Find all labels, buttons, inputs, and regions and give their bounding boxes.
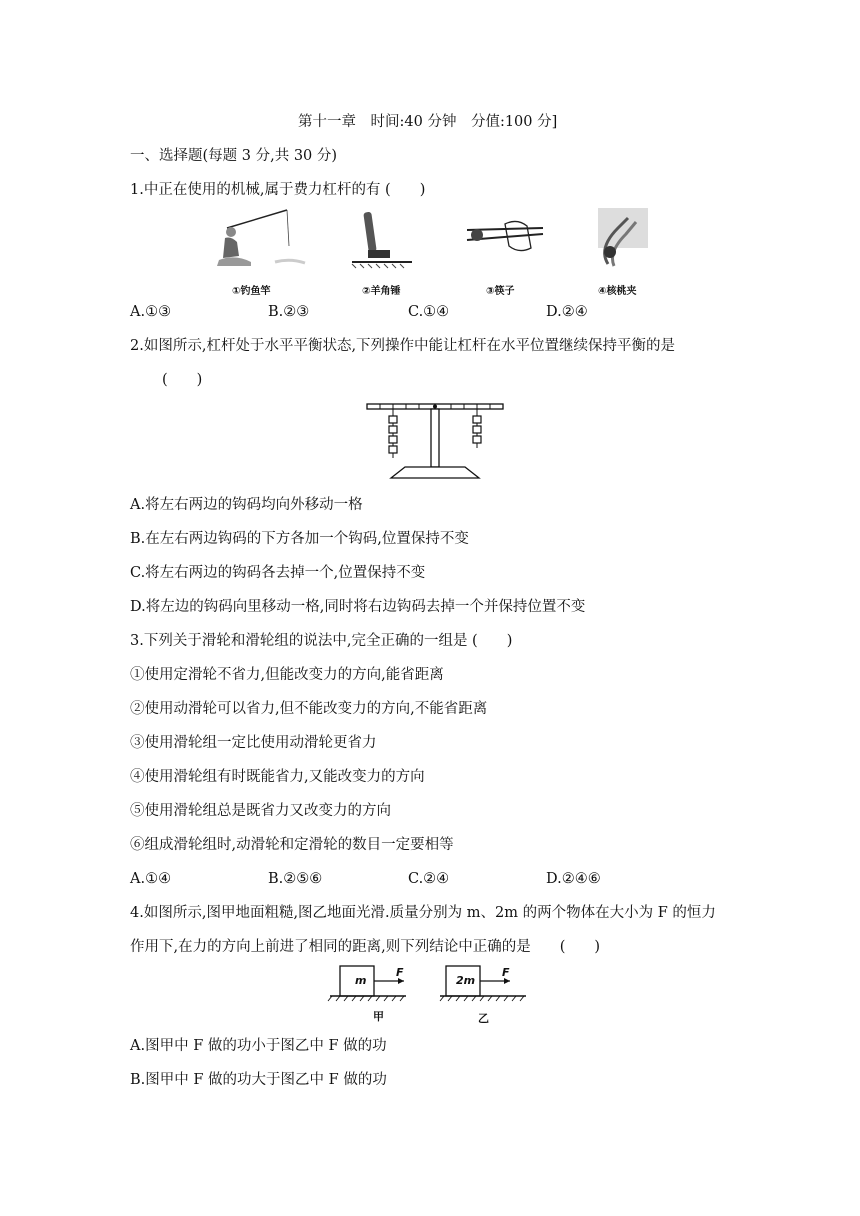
q3-statement-2: ②使用动滑轮可以省力,但不能改变力的方向,不能省距离	[130, 701, 488, 717]
q3-statement-5: ⑤使用滑轮组总是既省力又改变力的方向	[130, 803, 391, 819]
q1-claw-hammer-figure	[352, 208, 412, 268]
q1-fishing-rod-figure	[215, 208, 305, 268]
q1-caption-2: ②羊角锤	[362, 286, 401, 297]
q3-option-c[interactable]: C.②④	[408, 871, 450, 887]
q4-figure-label-yi: 乙	[478, 1012, 489, 1025]
q4-figure-label-jia: 甲	[373, 1010, 384, 1023]
q2-option-c[interactable]: C.将左右两边的钩码各去掉一个,位置保持不变	[130, 565, 426, 581]
q3-option-d[interactable]: D.②④⑥	[546, 871, 601, 887]
q3-stem: 3.下列关于滑轮和滑轮组的说法中,完全正确的一组是 ( )	[130, 633, 513, 649]
q1-caption-1: ①钓鱼竿	[232, 286, 271, 297]
q2-option-d[interactable]: D.将左边的钩码向里移动一格,同时将右边钩码去掉一个并保持位置不变	[130, 599, 586, 615]
q1-option-d[interactable]: D.②④	[546, 304, 588, 320]
q4-stem-line2: 作用下,在力的方向上前进了相同的距离,则下列结论中正确的是 ( )	[130, 939, 601, 955]
fisherman-head-icon	[226, 227, 236, 237]
q2-option-b[interactable]: B.在左右两边钩码的下方各加一个钩码,位置保持不变	[130, 531, 469, 547]
q4-mass-label-m: m	[355, 974, 367, 987]
q3-option-a[interactable]: A.①④	[130, 871, 172, 887]
q1-option-c[interactable]: C.①④	[408, 304, 450, 320]
q2-lever-figure	[365, 398, 505, 484]
q4-option-a[interactable]: A.图甲中 F 做的功小于图乙中 F 做的功	[130, 1038, 387, 1054]
q3-statement-6: ⑥组成滑轮组时,动滑轮和定滑轮的数目一定要相等	[130, 837, 454, 853]
q3-statement-3: ③使用滑轮组一定比使用动滑轮更省力	[130, 735, 377, 751]
q4-force-label-right: F	[502, 966, 510, 979]
section-title: 一、选择题(每题 3 分,共 30 分)	[130, 148, 338, 164]
q4-stem-line1: 4.如图所示,图甲地面粗糙,图乙地面光滑.质量分别为 m、2m 的两个物体在大小为 F 的恒力	[130, 905, 716, 921]
q3-statement-1: ①使用定滑轮不省力,但能改变力的方向,能省距离	[130, 667, 444, 683]
q2-answer-paren: ( )	[162, 372, 203, 388]
q4-force-label-left: F	[396, 966, 404, 979]
q2-stem: 2.如图所示,杠杆处于水平平衡状态,下列操作中能让杠杆在水平位置继续保持平衡的是	[130, 338, 676, 354]
q1-caption-3: ③筷子	[486, 286, 515, 297]
q4-option-b[interactable]: B.图甲中 F 做的功大于图乙中 F 做的功	[130, 1072, 387, 1088]
q2-option-a[interactable]: A.将左右两边的钩码均向外移动一格	[130, 497, 363, 513]
q1-option-b[interactable]: B.②③	[268, 304, 310, 320]
q3-option-b[interactable]: B.②⑤⑥	[268, 871, 323, 887]
q1-nutcracker-figure	[588, 208, 648, 268]
q1-stem: 1.中正在使用的机械,属于费力杠杆的有 ( )	[130, 182, 426, 198]
page-header: 第十一章 时间:40 分钟 分值:100 分]	[298, 114, 558, 130]
q1-chopsticks-figure	[465, 218, 545, 263]
q1-caption-4: ④核桃夹	[598, 286, 637, 297]
q4-mass-label-2m: 2m	[456, 974, 476, 987]
q3-statement-4: ④使用滑轮组有时既能省力,又能改变力的方向	[130, 769, 425, 785]
q1-option-a[interactable]: A.①③	[130, 304, 172, 320]
